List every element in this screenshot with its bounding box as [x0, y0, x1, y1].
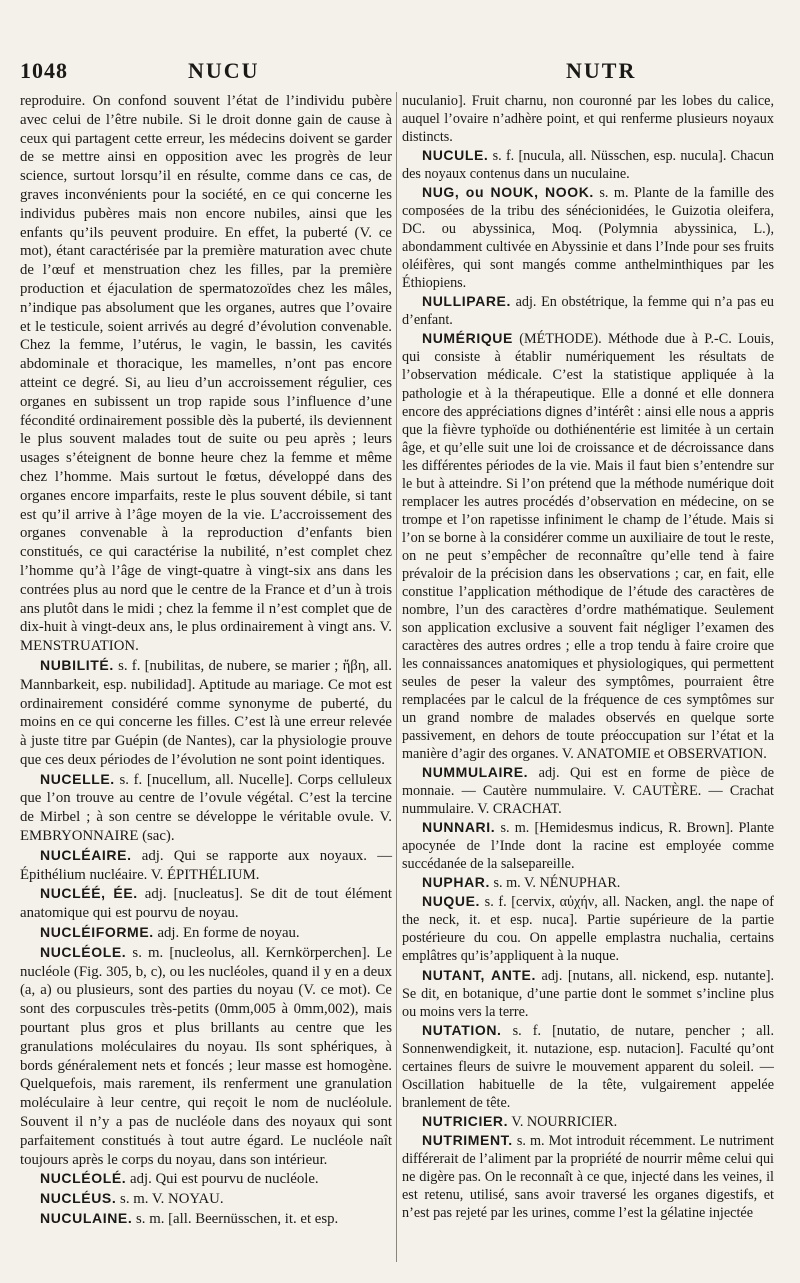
entry-text: s. m. [nucleolus, all. Kernkörperchen]. Le nucléole (Fig. 305, b, c), ou les nucléoles, quand il y en a deux (a, a) ou plusieurs, sont des parties du noyau (V. ce mot). Ce sont des corpuscules très-petits (0mm,005 à 0mm,002), mais pourtant plus gros et plus brillants au centre que les granulations moléculaires du noyau. Ils sont sphériques, à bords généralement nets et foncés ; leur masse est homogène. Quelquefois, mais rarement, ils renferment une granulation moléculaire à leur centre, qui reçoit le nom de nucléolule. Souvent il n’y a pas de nucléole dans des noyaux qui sont parfaitement constitués à tout autre égard. Le nucléole naît toujours après le corps du noyau, dans son intérieur.: [20, 944, 392, 1168]
entry-text: s. m. Mot introduit récemment. Le nutriment différerait de l’aliment par la propriété de nourrir même celui qui ne digère pas. On le reconnaît à ce que, injecté dans les veines, il est retenu, utilisé, sans avoir traversé les organes digestifs, et n’est pas rejeté par les urines, comme l’est la gélatine injectée: [402, 1132, 774, 1221]
entry-headword: NUTRIMENT.: [422, 1131, 513, 1148]
entry-headword: NUMMULAIRE.: [422, 764, 529, 781]
page-number: 1048: [20, 58, 68, 83]
left-column: [20, 92, 392, 1229]
dictionary-entry: [20, 884, 392, 923]
dictionary-entry: [402, 763, 774, 818]
entry-text: adj. Qui se rapporte aux noyaux. — Épithélium nucléaire. V. ÉPITHÉLIUM.: [20, 847, 392, 883]
entry-text: adj. [nucleatus]. Se dit de tout élément anatomique qui est pourvu de noyau.: [20, 886, 392, 922]
entry-headword: NUNNARI.: [422, 819, 496, 836]
dictionary-entry: [402, 1021, 774, 1112]
entry-text: s. f. [nutatio, de nutare, pencher ; all. Sonnenwendigkeit, it. nutazione, esp. nutacion]. Faculté qu’ont certaines fleurs de suivre le mouvement apparent du soleil. — Oscillation habituelle de la tête, vulgairement appelée branlement de tête.: [402, 1022, 774, 1111]
entry-text: s. m. Plante de la famille des composées de la tribu des sénécionidées, le Guizotia oleifera, DC. ou abyssinica, Moq. (Polymnia abyssinica, L.), abondamment cultivée en Abyssinie et dans l’Inde pour ses fruits oléifères, qui sont mangés comme anthelminthiques par les Éthiopiens.: [402, 185, 774, 292]
dictionary-entry: [20, 1189, 392, 1209]
entry-text: adj. Qui est en forme de pièce de monnaie. — Cautère nummulaire. V. CAUTÈRE. — Crachat nummulaire. V. CRACHAT.: [402, 765, 774, 818]
dictionary-entry: [20, 846, 392, 885]
entry-headword: NUCULAINE.: [40, 1210, 133, 1227]
entry-headword: NUCLÉIFORME.: [40, 924, 154, 941]
entry-text: s. m. V. NOYAU.: [116, 1191, 224, 1208]
dictionary-entry: [20, 1209, 392, 1229]
entry-headword: NUBILITÉ.: [40, 656, 114, 673]
entry-text: s. f. [nubilitas, de nubere, se marier ; ἥβη, all. Mannbarkeit, esp. nubilidad]. Aptitude au mariage. Ce mot est ordinairement considéré comme synonyme de puberté, du moins en ce qui concerne les filles. C’est là une erreur relevée à juste titre par Guépin (de Nantes), car la physiologie prouve que ces deux périodes de l’évolution ne sont point identiques.: [20, 657, 392, 768]
continued-paragraph: [20, 92, 392, 656]
entry-headword: NUTANT, ANTE.: [422, 966, 536, 983]
running-header: [0, 58, 800, 88]
entry-text: s. m. [all. Beernüsschen, it. et esp.: [132, 1211, 339, 1228]
entry-headword: NUQUE.: [422, 893, 481, 910]
continued-paragraph: [402, 92, 774, 146]
entry-text: adj. En obstétrique, la femme qui n’a pas eu d’enfant.: [402, 294, 774, 329]
entry-text: s. f. [cervix, αὐχήν, all. Nacken, angl. the nape of the neck, it. et esp. nuca]. Partie supérieure de la partie postérieure du cou. On appelle emplastra nuchalia, certains emplâtres qu’is’appliquent à la nuque.: [402, 894, 774, 965]
dictionary-entry: [402, 183, 774, 292]
dictionary-entry: [402, 292, 774, 329]
entry-text: s. m. V. NÉNUPHAR.: [489, 875, 621, 892]
entry-text: adj. [nutans, all. nickend, esp. nutante]. Se dit, en botanique, d’une partie dont le sommet s’incline plus ou moins vers la terre.: [402, 967, 775, 1020]
entry-headword: NUTATION.: [422, 1021, 502, 1038]
entry-headword: NUCLÉÉ, ÉE.: [40, 885, 138, 902]
entry-headword: NULLIPARE.: [422, 293, 511, 310]
dictionary-entry: [402, 966, 774, 1021]
header-left-word: NUCU: [188, 58, 260, 83]
dictionary-entry: [402, 818, 774, 873]
entry-headword: NUCLÉUS.: [40, 1190, 117, 1207]
dictionary-entry: [20, 1169, 392, 1189]
entry-text: s. f. [nucellum, all. Nucelle]. Corps celluleux que l’on trouve au centre de l’ovule végétal. C’est la tercine de Mirbel ; à son centre se développe le véritable ovule. V. EMBRYONNAIRE (sac).: [20, 771, 392, 845]
dictionary-entry: [20, 656, 392, 770]
entry-headword: NUCELLE.: [40, 770, 115, 787]
entry-text: V. NOURRICIER.: [508, 1113, 618, 1130]
entry-headword: NUG, ou NOUK, NOOK.: [422, 184, 594, 201]
entry-headword: NUPHAR.: [422, 874, 490, 891]
entry-text: s. f. [nucula, all. Nüsschen, esp. nucula]. Chacun des noyaux contenus dans un nuculaine.: [402, 148, 774, 183]
dictionary-entry: [20, 943, 392, 1170]
dictionary-entry: [402, 329, 774, 763]
right-column: [402, 92, 774, 1222]
entry-text: (MÉTHODE). Méthode due à P.-C. Louis, qui consiste à établir numériquement les résultats de l’observation médicale. C’est la statistique appliquée à la pathologie et à la thérapeutique. Elle a donné et elle donnera encore des appréciations dignes d’intérêt : ainsi elle nous a appris que la fièvre typhoïde ou dothiénentérie est limitée à un certain âge, et qu’elle suit une loi de croissance et de décroissance dans les différentes périodes de la vie. Mais il faut bien s’entendre sur le but à atteindre. Si l’on prétend que la méthode numérique doit remplacer les autres procédés d’observation en médecine, on se trompe et l’on rapetisse infiniment le champ de l’étude. Mais si l’on se borne à la considérer comme un auxiliaire de tout le reste, on ne peut s’empêcher de reconnaître qu’elle tend à faire prévaloir de la précision dans les observations ; car, en fait, elle constitue l’application méthodique de l’étude des caractères de nombre, l’un des caractères d’ordre mathématique. Seulement son application exclusive a souvent fait négliger l’examen des caractères des autres ordres ; elle a trop tendu à faire croire que les connaissances anatomiques et physiologiques, qui permettent seules de peser la valeur des symptômes, pourraient être remplacées par le calcul de la fréquence de ces symptômes sur un grand nombre de malades observés en quelque sorte passivement, en dehors de toute préoccupation sur l’état et la manière d’agir des organes. V. ANATOMIE et OBSERVATION.: [402, 331, 774, 763]
dictionary-entry: [20, 770, 392, 846]
dictionary-entry: [20, 923, 392, 943]
dictionary-entry: [402, 892, 774, 965]
dictionary-entry: [402, 1112, 774, 1131]
entry-headword: NUCLÉOLE.: [40, 943, 127, 960]
entry-text: reproduire. On confond souvent l’état de l’individu pubère avec celui de l’être nubile. Si le droit donne gain de cause à ceux qui partagent cette erreur, les médecins doivent se garder de se mettre ainsi en opposition avec les progrès de leur science, surtout lorsqu’il en résulte, comme dans ce cas, de graves inconvénients pour la société, en ce qui concerne les individus pubères mais non encore nubiles, ainsi que les enfants qu’ils peuvent produire. En effet, la puberté (V. ce mot), étant caractérisée par la première maturation avec chute de l’œuf et menstruation chez les filles, par la première production et éjaculation de spermatozoïdes chez les mâles, n’indique pas absolument que les organes, autres que l’ovaire et le testicule, soient arrivés au degré d’évolution convenable. Chez la femme, l’utérus, le vagin, le bassin, les cavités abdominale et thoracique, les mamelles, n’ont pas encore atteint ce degré. Si, au lieu d’un accroissement régulier, ces organes en subissent un trop rapide sous l’influence d’une fécondité ordinairement possible dès la puberté, ils deviennent le plus souvent malades tout de suite ou peu après ; leurs usages s’éteignent de bonne heure chez la femme et même chez l’homme. Mais surtout le fœtus, développé dans des organes encore imparfaits, reste le plus souvent débile, si tant est qu’il arrive à l’âge moyen de la vie. L’accroissement des organes convenable à la reproduction d’enfants bien constitués, ce qui caractérise la nubilité, n’est complet chez l’homme qu’à l’âge de vingt-quatre à vingt-six ans dans les contrées plus au nord que le centre de la France et d’un à trois ans plutôt dans le midi ; chez la femme il n’est complet que de dix-huit à vingt-deux ans, le plus ordinairement à vingt ans. V. MENSTRUATION.: [20, 93, 392, 655]
entry-headword: NUCULE.: [422, 147, 489, 164]
entry-headword: NUTRICIER.: [422, 1112, 509, 1129]
entry-headword: NUCLÉOLÉ.: [40, 1170, 127, 1187]
dictionary-entry: [402, 873, 774, 892]
column-divider: [396, 92, 397, 1262]
entry-headword: NUMÉRIQUE: [422, 330, 513, 347]
dictionary-entry: [402, 1131, 774, 1222]
entry-text: adj. Qui est pourvu de nucléole.: [126, 1171, 319, 1188]
entry-headword: NUCLÉAIRE.: [40, 846, 132, 863]
header-right-word: NUTR: [566, 58, 637, 83]
entry-text: adj. En forme de noyau.: [153, 925, 300, 942]
entry-text: nuculanio]. Fruit charnu, non couronné par les lobes du calice, auquel l’ovaire n’adhère point, et qui renferme plusieurs noyaux distincts.: [402, 93, 774, 146]
dictionary-entry: [402, 146, 774, 183]
entry-text: s. m. [Hemidesmus indicus, R. Brown]. Plante apocynée de l’Inde dont la racine est employée comme succédanée de la salsepareille.: [402, 820, 774, 873]
